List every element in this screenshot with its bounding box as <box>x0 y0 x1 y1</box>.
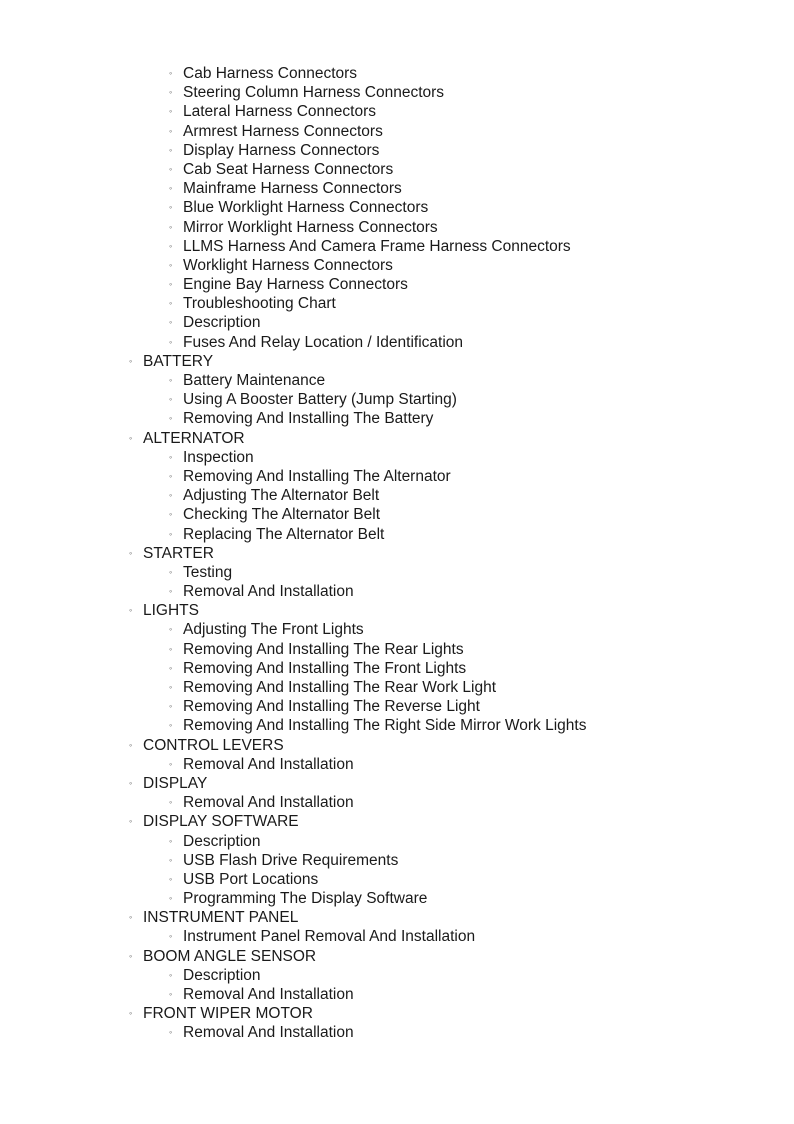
list-bullet-icon: ◦ <box>129 355 133 366</box>
list-bullet-icon: ◦ <box>169 298 173 309</box>
toc-subsection[interactable] <box>0 237 794 256</box>
toc-entry-label: Testing <box>183 563 233 581</box>
list-bullet-icon: ◦ <box>169 1027 173 1038</box>
list-bullet-icon: ◦ <box>169 470 173 481</box>
toc-subsection[interactable] <box>0 678 794 697</box>
toc-subsection[interactable] <box>0 102 794 121</box>
list-bullet-icon: ◦ <box>169 701 173 712</box>
toc-subsection[interactable] <box>0 966 794 985</box>
toc-entry-label: Replacing The Alternator Belt <box>183 525 385 543</box>
toc-entry-label: Removing And Installing The Right Side Mirror Work Lights <box>183 717 587 735</box>
toc-entry-label: ALTERNATOR <box>143 429 245 447</box>
toc-entry-label: Removing And Installing The Rear Work Light <box>183 679 497 696</box>
toc-section[interactable] <box>0 352 794 371</box>
toc-section[interactable] <box>0 601 794 620</box>
list-bullet-icon: ◦ <box>169 873 173 884</box>
toc-section[interactable] <box>0 544 794 563</box>
toc-section[interactable] <box>0 908 794 927</box>
list-bullet-icon: ◦ <box>129 950 133 961</box>
toc-entry-label: Checking The Alternator Belt <box>183 506 381 524</box>
toc-subsection[interactable] <box>0 448 794 467</box>
toc-subsection[interactable] <box>0 659 794 678</box>
list-bullet-icon: ◦ <box>169 643 173 654</box>
toc-entry-label: Removal And Installation <box>183 583 354 601</box>
toc-entry-label: STARTER <box>143 544 214 562</box>
list-bullet-icon: ◦ <box>169 336 173 347</box>
toc-subsection[interactable] <box>0 755 794 774</box>
list-bullet-icon: ◦ <box>129 777 133 788</box>
toc-entry-label: BOOM ANGLE SENSOR <box>143 947 317 965</box>
list-bullet-icon: ◦ <box>169 144 173 155</box>
toc-entry-label: Using A Booster Battery (Jump Starting) <box>183 391 457 409</box>
toc-subsection[interactable] <box>0 467 794 486</box>
toc-entry-label: USB Port Locations <box>183 870 319 888</box>
list-bullet-icon: ◦ <box>169 240 173 251</box>
list-bullet-icon: ◦ <box>169 662 173 673</box>
toc-subsection[interactable] <box>0 371 794 390</box>
list-bullet-icon: ◦ <box>169 528 173 539</box>
toc-entry-label: Lateral Harness Connectors <box>183 103 376 121</box>
toc-entry-label: DISPLAY SOFTWARE <box>143 813 299 831</box>
toc-entry-label: Cab Harness Connectors <box>183 65 358 82</box>
toc-subsection[interactable] <box>0 525 794 544</box>
toc-subsection[interactable] <box>0 313 794 332</box>
toc-entry-label: Display Harness Connectors <box>183 141 380 159</box>
list-bullet-icon: ◦ <box>169 317 173 328</box>
toc-subsection[interactable] <box>0 716 794 735</box>
toc-subsection[interactable] <box>0 409 794 428</box>
toc-subsection[interactable] <box>0 832 794 851</box>
toc-entry-label: Worklight Harness Connectors <box>183 256 393 274</box>
toc-subsection[interactable] <box>0 697 794 716</box>
toc-entry-label: Description <box>183 832 261 850</box>
toc-entry-label: DISPLAY <box>143 774 208 792</box>
toc-entry-label: LLMS Harness And Camera Frame Harness Connectors <box>183 237 571 255</box>
toc-subsection[interactable] <box>0 122 794 141</box>
toc-subsection[interactable] <box>0 582 794 601</box>
list-bullet-icon: ◦ <box>169 931 173 942</box>
toc-entry-label: Removing And Installing The Alternator <box>183 467 451 485</box>
toc-entry-label: USB Flash Drive Requirements <box>183 851 399 869</box>
list-bullet-icon: ◦ <box>169 183 173 194</box>
toc-entry-label: Armrest Harness Connectors <box>183 122 383 140</box>
toc-subsection[interactable] <box>0 620 794 639</box>
toc-section[interactable] <box>0 947 794 966</box>
toc-entry-label: Adjusting The Alternator Belt <box>183 487 380 505</box>
list-bullet-icon: ◦ <box>169 202 173 213</box>
toc-subsection[interactable] <box>0 505 794 524</box>
toc-section[interactable] <box>0 736 794 755</box>
toc-section[interactable] <box>0 774 794 793</box>
list-bullet-icon: ◦ <box>169 87 173 98</box>
list-bullet-icon: ◦ <box>169 989 173 999</box>
toc-entry-label: Removal And Installation <box>183 1024 354 1042</box>
toc-subsection[interactable] <box>0 1023 794 1042</box>
list-bullet-icon: ◦ <box>169 106 173 117</box>
toc-entry-label: Adjusting The Front Lights <box>183 621 364 639</box>
toc-subsection[interactable] <box>0 179 794 198</box>
toc-subsection[interactable] <box>0 390 794 409</box>
toc-entry-label: Removing And Installing The Rear Lights <box>183 640 464 658</box>
list-bullet-icon: ◦ <box>169 259 173 270</box>
toc-subsection[interactable] <box>0 160 794 179</box>
list-bullet-icon: ◦ <box>129 739 133 750</box>
list-bullet-icon: ◦ <box>169 413 173 424</box>
toc-entry-label: Removal And Installation <box>183 986 354 1003</box>
toc-subsection[interactable] <box>0 218 794 237</box>
list-bullet-icon: ◦ <box>169 797 173 808</box>
toc-entry-label: Cab Seat Harness Connectors <box>183 160 394 178</box>
list-bullet-icon: ◦ <box>169 451 173 462</box>
toc-section[interactable] <box>0 1004 794 1023</box>
list-bullet-icon: ◦ <box>169 490 173 501</box>
toc-entry-label: Mirror Worklight Harness Connectors <box>183 218 438 236</box>
list-bullet-icon: ◦ <box>169 758 173 769</box>
toc-subsection[interactable] <box>0 851 794 870</box>
toc-entry-label: Programming The Display Software <box>183 890 428 908</box>
list-bullet-icon: ◦ <box>129 816 133 827</box>
toc-entry-label: Troubleshooting Chart <box>183 295 336 313</box>
list-bullet-icon: ◦ <box>169 854 173 865</box>
list-bullet-icon: ◦ <box>169 279 173 290</box>
toc-entry-label: Blue Worklight Harness Connectors <box>183 199 429 217</box>
toc-subsection[interactable] <box>0 640 794 659</box>
toc-entry-label: Mainframe Harness Connectors <box>183 180 402 198</box>
list-bullet-icon: ◦ <box>169 375 173 385</box>
toc-section[interactable] <box>0 812 794 831</box>
toc-subsection[interactable] <box>0 870 794 889</box>
toc-subsection[interactable] <box>0 985 794 1004</box>
toc-entry-label: Battery Maintenance <box>183 372 326 389</box>
toc-subsection[interactable] <box>0 563 794 582</box>
list-bullet-icon: ◦ <box>129 547 133 558</box>
toc-entry-label: Steering Column Harness Connectors <box>183 84 445 102</box>
toc-entry-label: Description <box>183 314 261 332</box>
toc-subsection[interactable] <box>0 889 794 908</box>
toc-subsection[interactable] <box>0 83 794 102</box>
toc-entry-label: Removal And Installation <box>183 794 354 812</box>
list-bullet-icon: ◦ <box>169 969 173 980</box>
list-bullet-icon: ◦ <box>169 586 173 597</box>
toc-entry-label: Removing And Installing The Battery <box>183 410 434 428</box>
list-bullet-icon: ◦ <box>129 912 133 923</box>
toc-entry-label: Description <box>183 966 261 984</box>
list-bullet-icon: ◦ <box>169 125 173 136</box>
list-bullet-icon: ◦ <box>169 509 173 520</box>
toc-entry-label: Engine Bay Harness Connectors <box>183 276 408 294</box>
toc-entry-label: Fuses And Relay Location / Identification <box>183 333 464 351</box>
list-bullet-icon: ◦ <box>169 394 173 405</box>
list-bullet-icon: ◦ <box>169 221 173 232</box>
toc-entry-label: CONTROL LEVERS <box>143 736 284 754</box>
list-bullet-icon: ◦ <box>129 432 133 443</box>
list-bullet-icon: ◦ <box>169 624 173 635</box>
toc-subsection[interactable] <box>0 927 794 946</box>
list-bullet-icon: ◦ <box>169 682 173 692</box>
toc-section[interactable] <box>0 429 794 448</box>
toc-entry-label: Removal And Installation <box>183 755 354 773</box>
toc-subsection[interactable] <box>0 64 794 83</box>
list-bullet-icon: ◦ <box>129 1008 133 1019</box>
list-bullet-icon: ◦ <box>169 720 173 731</box>
toc-subsection[interactable] <box>0 793 794 812</box>
toc-entry-label: Removing And Installing The Front Lights <box>183 659 467 677</box>
toc-entry-label: Instrument Panel Removal And Installation <box>183 928 476 946</box>
toc-subsection[interactable] <box>0 275 794 294</box>
toc-entry-label: BATTERY <box>143 352 214 370</box>
toc-list <box>0 64 794 1043</box>
list-bullet-icon: ◦ <box>169 163 173 174</box>
toc-entry-label: LIGHTS <box>143 602 199 620</box>
toc-entry-label: Inspection <box>183 448 254 466</box>
toc-entry-label: FRONT WIPER MOTOR <box>143 1005 313 1023</box>
toc-subsection[interactable] <box>0 256 794 275</box>
list-bullet-icon: ◦ <box>169 566 173 577</box>
list-bullet-icon: ◦ <box>129 605 133 616</box>
toc-entry-label: Removing And Installing The Reverse Light <box>183 698 480 716</box>
toc-subsection[interactable] <box>0 294 794 313</box>
list-bullet-icon: ◦ <box>169 893 173 904</box>
toc-entry-label: INSTRUMENT PANEL <box>143 909 299 927</box>
list-bullet-icon: ◦ <box>169 835 173 846</box>
toc-subsection[interactable] <box>0 198 794 217</box>
toc-subsection[interactable] <box>0 141 794 160</box>
list-bullet-icon: ◦ <box>169 68 173 78</box>
toc-subsection[interactable] <box>0 486 794 505</box>
toc-subsection[interactable] <box>0 333 794 352</box>
